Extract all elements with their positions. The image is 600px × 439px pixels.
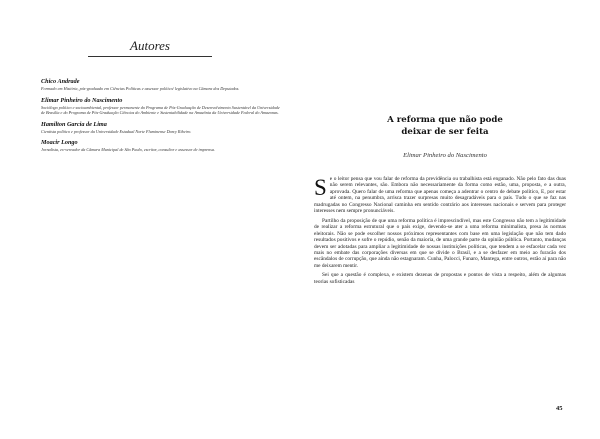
body-paragraph [314, 176, 566, 215]
paragraph-text: e o leitor pensa que vou falar de reforma da previdência ou trabalhista está enganado. Não pelo fato das duas não serem relevantes, são. Embora não necessariamente da forma como estão, uma, proposta, e a outra, aprovada. Quero falar de uma reforma que apenas começa a adentrar o centro de debate político, E, por estar até ontem, na penumbra, arrisca trazer surpresas muito desagradáveis para o país. Tudo o que se faz nas madrugadas no Congresso Nacional caminha em sentido contrário aos interesses nacionais e servem para proteger interesses nem sempre pronunciáveis. [314, 176, 566, 215]
author-bio: Formado em História, pós-graduado em Ciências Políticas e assessor político/ legislativo na Câmara dos Deputados. [41, 86, 240, 91]
author-entry [41, 97, 281, 116]
article-author: Elimar Pinheiro do Nascimento [403, 152, 487, 159]
drop-cap: S [314, 175, 327, 200]
body-paragraph: Sei que a questão é complexa, e existem dezenas de propostas e pontos de vista a respeito, além de algumas teorias sofisticadas [314, 272, 566, 285]
author-bio: Sociólogo político e socioambiental, professor permanente do Programa de Pós-Graduação de Desenvolvimento Sustentável da Universidade de Brasília e do Programa de Pós-Graduação Ciências do Ambiente e Sustentabilidade na Amazônia da Universidade Federal do Amazonas. [41, 104, 280, 116]
article-title-line-2: deixar de ser feita [401, 127, 489, 137]
author-name: Elimar Pinheiro do Nascimento [41, 96, 123, 104]
author-bio: Cientista político e professor da Universidade Estadual Norte Fluminense Darcy Ribeiro. [41, 128, 192, 134]
article-title-line-1: A reforma que não pode [387, 115, 503, 125]
author-bio: Jornalista, ex-vereador da Câmara Municipal de São Paulo, escritor, consultor e assessor de imprensa. [41, 147, 216, 153]
author-entry [41, 121, 281, 135]
page-number: 45 [556, 405, 563, 412]
title-divider [88, 56, 212, 57]
author-name: Hamilton Garcia de Lima [41, 120, 107, 128]
authors-list [41, 78, 281, 158]
article-body [314, 176, 566, 288]
author-name: Chico Andrade [41, 78, 80, 85]
article-title [325, 114, 565, 138]
author-name: Moacir Longo [41, 139, 78, 147]
body-paragraph: Partilho da proposição de que uma reforma política é imprescindível, mas este Congresso não tem a legitimidade de realizar a reforma estrutural que o país exige, devendo-se ater a uma reforma minimalista, presa às normas eleitorais. Não se pode escolher nossos próximos representantes com base em uma legislação que não tem dado resultados positivos e sofre o repúdio, senão da maioria, de uma grande parte da opinião pública. Portanto, mudanças devem ser adotadas para ampliar a legitimidade de nossas instituições políticas, que tendem a se esfacelar cada vez mais no embate das corporações diversas em que se divide o Brasil, e a se desfazer em meio ao furacão dos escândalos de corrupção, que ainda não estagnaram. Cunha, Palocci, Funaro, Mantega, entre outros, estão aí para não me deixarem mentir. [314, 217, 566, 269]
section-title: Autores [130, 38, 170, 53]
author-entry [41, 78, 281, 92]
author-entry [41, 139, 281, 153]
